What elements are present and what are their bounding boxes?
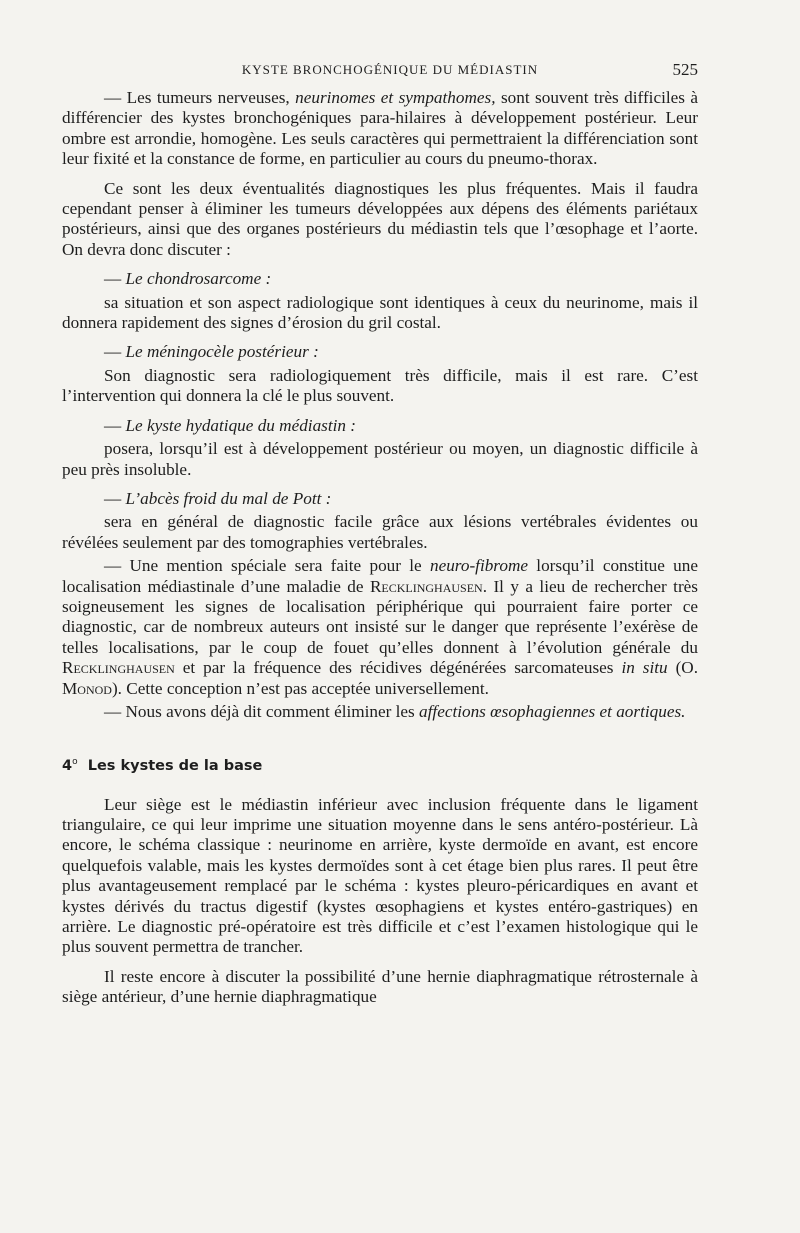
item-title-hydatid-cyst: — Le kyste hydatique du médiastin :: [104, 415, 357, 435]
paragraph-esophageal-aortic: — Nous avons déjà dit comment éliminer les affections œsophagiennes et aortiques.: [104, 701, 686, 721]
page-number: 525: [672, 60, 698, 79]
item-text-hydatid-cyst: posera, lorsqu’il est à développement postérieur ou moyen, un diagnostic difficile à peu près insoluble.: [62, 439, 698, 479]
running-header: [62, 62, 698, 88]
item-text-meningocele: Son diagnostic sera radiologiquement très difficile, mais il est rare. C’est l’intervention qui donnera la clé le plus souvent.: [62, 365, 698, 406]
paragraph-nerve-tumors: — Les tumeurs nerveuses, neurinomes et sympathomes, sont souvent très difficiles à différencier des kystes bronchogéniques para-hilaires à développement postérieur. Leur ombre est arrondie, homogène. Les seuls caractères qui permettraient la différenciation sont leur fixité et la constance de forme, en particulier au cours du pneumo-thorax.: [62, 88, 699, 169]
item-text-pott-abscess: sera en général de diagnostic facile grâce aux lésions vertébrales évidentes ou révélées seulement par des tomographies vertébrales.: [62, 512, 698, 552]
item-text-chondrosarcoma: sa situation et son aspect radiologique sont identiques à ceux du neurinome, mais il donnera rapidement des signes d’érosion du gril costal.: [62, 292, 698, 333]
running-title: KYSTE BRONCHOGÉNIQUE DU MÉDIASTIN: [241, 62, 539, 77]
paragraph-diaphragmatic-hernia: Il reste encore à discuter la possibilité d’une hernie diaphragmatique rétrosternale à siège antérieur, d’une hernie diaphragmatique: [62, 966, 698, 1007]
item-title-chondrosarcoma: — Le chondrosarcome :: [104, 269, 272, 289]
page-body: [62, 88, 698, 1008]
section-heading: 4$^o$ Les kystes de la base: [62, 757, 263, 775]
item-title-pott-abscess: — L’abcès froid du mal de Pott :: [104, 488, 332, 508]
paragraph-neurofibroma: — Une mention spéciale sera faite pour le neuro-fibrome lorsqu’il constitue une localisation médiastinale d’une maladie de Recklinghausen. Il y a lieu de rechercher très soigneusement les signes de localisation périphérique qui pourraient faire porter ce diagnostic, car de nombreux auteurs ont insisté sur le danger que représente l’exérèse de telles localisations, par le coup de fouet qu’elles donnent à l’évolution générale du Recklinghausen et par la fréquence des récidives dégénérées sarcomateuses in situ (O. Monod). Cette conception n’est pas acceptée universellement.: [62, 556, 699, 698]
paragraph-frequent-diagnoses: Ce sont les deux éventualités diagnostiques les plus fréquentes. Mais il faudra cependant penser à éliminer les tumeurs développées aux dépens des éléments pariétaux postérieurs, ainsi que des organes postérieurs du médiastin tels que l’œsophage et l’aorte. On devra donc discuter :: [62, 178, 698, 259]
item-title-meningocele: — Le méningocèle postérieur :: [104, 342, 319, 362]
book-page: [62, 62, 698, 1017]
paragraph-base-cysts: Leur siège est le médiastin inférieur avec inclusion fréquente dans le ligament triangulaire, ce qui leur imprime une situation moyenne dans le sens antéro-postérieur. Là encore, le schéma classique : neurinome en arrière, kyste dermoïde en avant, est encore quelquefois valable, mais les kystes dermoïdes sont à cet étage bien plus rares. Il peut être plus avantageusement remplacé par le schéma : kystes pleuro-péricardiques en avant et kystes dérivés du tractus digestif (kystes œsophagiens et kystes entéro-gastriques) en arrière. Le diagnostic pré-opératoire est très difficile et c’est l’examen histologique qui le plus souvent permettra de trancher.: [62, 794, 698, 957]
